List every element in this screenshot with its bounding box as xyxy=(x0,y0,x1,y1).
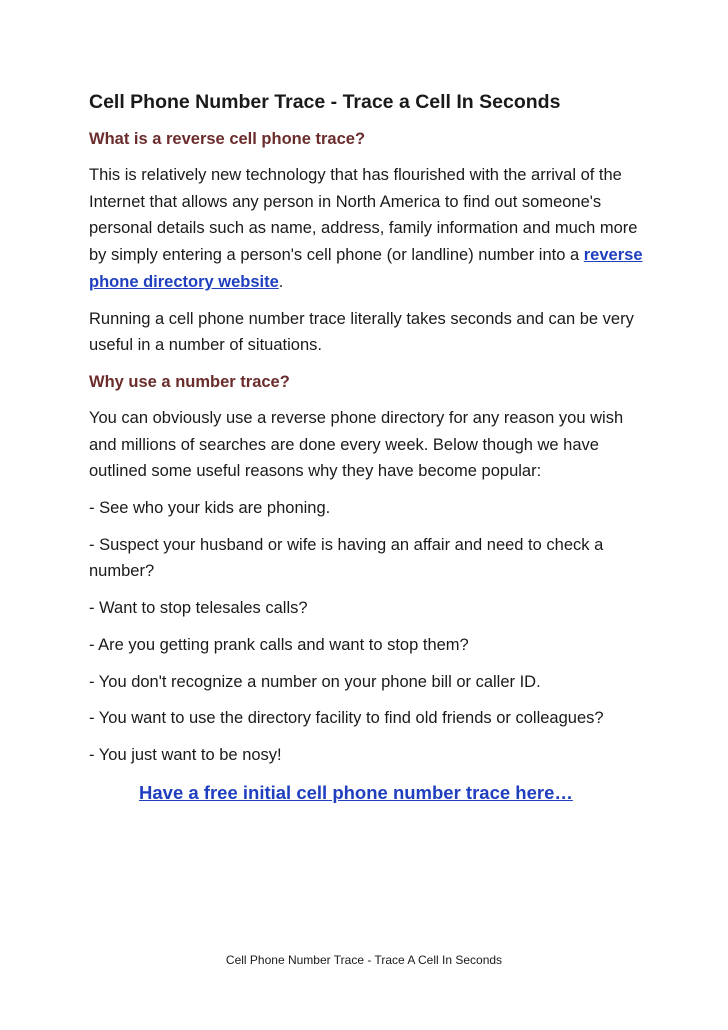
section-heading-reverse-trace: What is a reverse cell phone trace? xyxy=(89,130,366,148)
reverse-phone-directory-link[interactable]: reverse phone directory website xyxy=(89,246,643,291)
section-heading-why-use: Why use a number trace? xyxy=(89,372,290,391)
document-page xyxy=(89,88,649,807)
list-item: - Want to stop telesales calls? xyxy=(89,599,308,618)
free-trace-cta-link[interactable]: Have a free initial cell phone number trace here… xyxy=(139,781,573,803)
list-item: - Suspect your husband or wife is having an affair and need to check a number? xyxy=(89,535,604,581)
page-title: Cell Phone Number Trace - Trace a Cell In Seconds xyxy=(89,91,561,113)
list-item: - Are you getting prank calls and want to stop them? xyxy=(89,635,469,654)
paragraph-intro-end: . xyxy=(278,272,284,291)
list-item: - You don't recognize a number on your phone bill or caller ID. xyxy=(89,672,541,691)
paragraph-intro xyxy=(89,162,649,296)
list-item: - You want to use the directory facility to find old friends or colleagues? xyxy=(89,709,604,728)
reasons-list xyxy=(89,495,649,769)
list-item: - You just want to be nosy! xyxy=(89,745,282,764)
paragraph-intro-text: This is relatively new technology that has flourished with the arrival of the Internet that allows any person in North America to find out someone's personal details such as name, address, family information and much more by simply entering a person's cell phone (or landline) number into a xyxy=(89,166,638,265)
paragraph-reasons-intro: You can obviously use a reverse phone directory for any reason you wish and millions of searches are done every week. Below though we have outlined some useful reasons why they have become popular: xyxy=(89,408,624,481)
list-item: - See who your kids are phoning. xyxy=(89,499,331,518)
page-footer: Cell Phone Number Trace - Trace A Cell In Seconds xyxy=(225,953,503,967)
paragraph-running-trace: Running a cell phone number trace literally takes seconds and can be very useful in a number of situations. xyxy=(89,309,634,355)
